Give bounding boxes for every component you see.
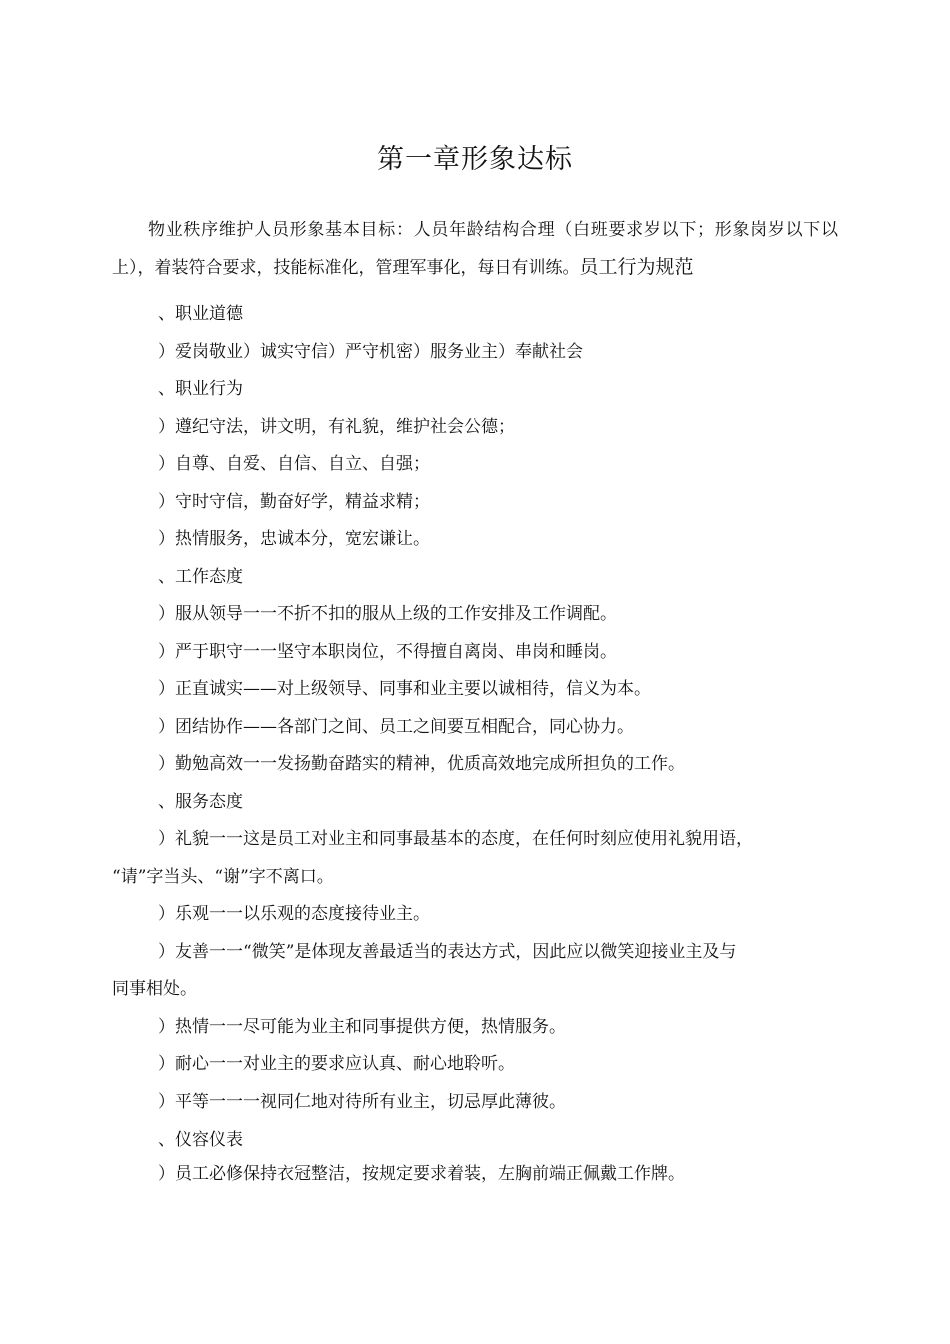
line-text: 同事相处。: [112, 979, 197, 999]
line-text: ）平等一一一视同仁地对待所有业主，切忌厚此薄彼。: [158, 1092, 566, 1112]
line-text: ）友善一一“微笑”是体现友善最适当的表达方式，因此应以微笑迎接业主及与: [158, 942, 737, 962]
intro-paragraph: [112, 212, 838, 287]
line-text: ）员工必修保持衣冠整洁，按规定要求着装，左胸前端正佩戴工作牌。: [158, 1164, 685, 1184]
intro-section-heading: 员工行为规范: [579, 256, 694, 278]
line-text: ）遵纪守法，讲文明，有礼貌，维护社会公德；: [158, 417, 515, 437]
line-text: ）守时守信，勤奋好学，精益求精；: [158, 492, 430, 512]
line-text: 、工作态度: [158, 567, 243, 587]
line-text: ）严于职守一一坚守本职岗位，不得擅自离岗、串岗和睡岗。: [158, 642, 617, 662]
line-text: 、职业道德: [158, 304, 243, 324]
line-text: ）服从领导一一不折不扣的服从上级的工作安排及工作调配。: [158, 604, 617, 624]
line-text: ）礼貌一一这是员工对业主和同事最基本的态度，在任何时刻应使用礼貌用语，: [158, 829, 753, 849]
line-text: ）热情一一尽可能为业主和同事提供方便，热情服务。: [158, 1017, 566, 1037]
line-text: 、仪容仪表: [158, 1130, 243, 1150]
line-text: “请”字当头、“谢”字不离口。: [112, 867, 334, 887]
line-text: ）自尊、自爱、自信、自立、自强；: [158, 454, 430, 474]
line-text: ）爱岗敬业）诚实守信）严守机密）服务业主）奉献社会: [158, 342, 583, 362]
chapter-title: 第一章形象达标: [377, 144, 573, 175]
line-text: ）乐观一一以乐观的态度接待业主。: [158, 904, 430, 924]
line-text: 、职业行为: [158, 379, 243, 399]
line-text: ）团结协作——各部门之间、员工之间要互相配合，同心协力。: [158, 717, 634, 737]
line-text: ）勤勉高效一一发扬勤奋踏实的精神，优质高效地完成所担负的工作。: [158, 754, 685, 774]
intro-text: 物业秩序维护人员形象基本目标：人员年龄结构合理（白班要求岁以下；形象岗岁以下以上），着装符合要求，技能标准化，管理军事化，每日有训练。: [112, 220, 838, 278]
line-text: ）热情服务，忠诚本分，宽宏谦让。: [158, 529, 430, 549]
line-text: ）正直诚实——对上级领导、同事和业主要以诚相待，信义为本。: [158, 679, 651, 699]
line-text: ）耐心一一对业主的要求应认真、耐心地聆听。: [158, 1054, 515, 1074]
line-text: 、服务态度: [158, 792, 243, 812]
